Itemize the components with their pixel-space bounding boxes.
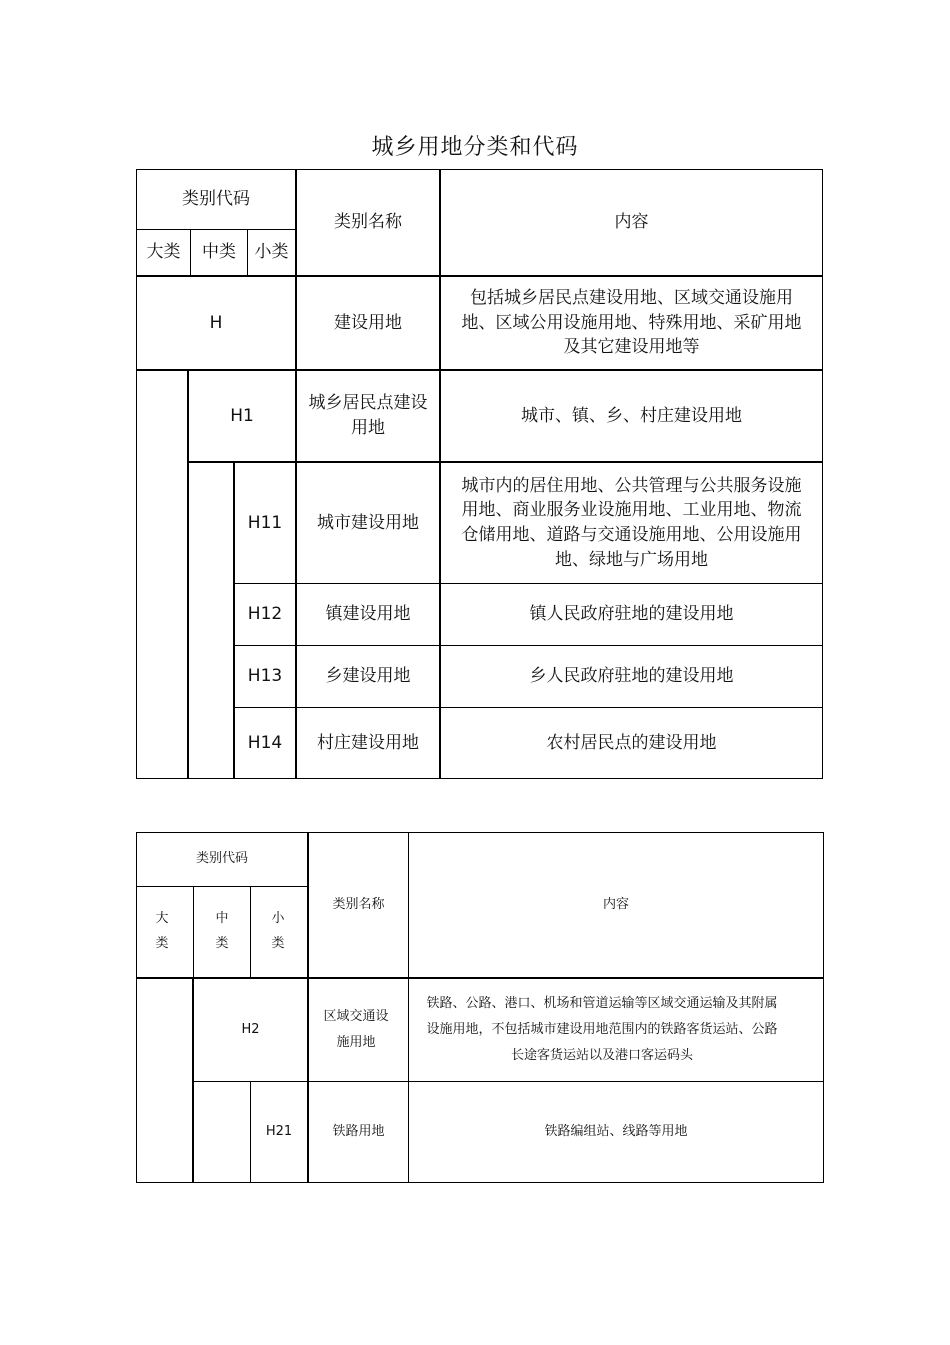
content-h2: 铁路、公路、港口、机场和管道运输等区域交通运输及其附属设施用地，不包括城市建设用地范围内的铁路客货运站、公路长途客货运站以及港口客运码头 xyxy=(426,996,778,1063)
t2-header-minor-class: 小类 xyxy=(271,911,285,951)
page-title: 城乡用地分类和代码 xyxy=(371,135,579,160)
name-h12: 镇建设用地 xyxy=(325,604,411,625)
name-h1: 城乡居民点建设用地 xyxy=(308,393,428,438)
name-h11: 城市建设用地 xyxy=(317,512,419,533)
content-h13: 乡人民政府驻地的建设用地 xyxy=(529,666,734,687)
header-minor-class: 小类 xyxy=(254,242,289,263)
code-h13: H13 xyxy=(247,666,283,687)
name-h21: 铁路用地 xyxy=(332,1123,385,1139)
code-h2: H2 xyxy=(241,1021,260,1037)
code-h11: H11 xyxy=(247,512,283,533)
content-h11: 城市内的居住用地、公共管理与公共服务设施用地、商业服务业设施用地、工业用地、物流仓储用地、道路与交通设施用地、公用设施用地、绿地与广场用地 xyxy=(461,475,802,570)
name-h2: 区域交通设施用地 xyxy=(323,1009,389,1050)
code-h: H xyxy=(209,312,223,333)
code-h1: H1 xyxy=(230,405,254,426)
content-h21: 铁路编组站、线路等用地 xyxy=(544,1123,688,1139)
t2-header-content: 内容 xyxy=(602,896,629,912)
t2-header-medium-class: 中类 xyxy=(215,911,229,951)
header-category-name: 类别名称 xyxy=(334,212,402,233)
header-content: 内容 xyxy=(614,212,649,233)
content-h14: 农村居民点的建设用地 xyxy=(546,732,717,753)
content-h12: 镇人民政府驻地的建设用地 xyxy=(529,604,734,625)
t2-header-major-class: 大类 xyxy=(155,911,169,951)
name-h14: 村庄建设用地 xyxy=(317,732,419,753)
name-h13: 乡建设用地 xyxy=(325,666,411,687)
header-category-code: 类别代码 xyxy=(182,189,250,210)
content-h: 包括城乡居民点建设用地、区域交通设施用地、区域公用设施用地、特殊用地、采矿用地及其它建设用地等 xyxy=(461,288,802,358)
code-h14: H14 xyxy=(247,732,283,753)
header-medium-class: 中类 xyxy=(202,242,236,263)
t2-header-category-name: 类别名称 xyxy=(332,896,385,912)
t2-header-category-code: 类别代码 xyxy=(195,851,248,867)
code-h12: H12 xyxy=(247,604,283,625)
name-h: 建设用地 xyxy=(334,312,402,333)
header-major-class: 大类 xyxy=(146,242,181,263)
content-h1: 城市、镇、乡、村庄建设用地 xyxy=(521,405,742,426)
code-h21: H21 xyxy=(265,1123,293,1139)
